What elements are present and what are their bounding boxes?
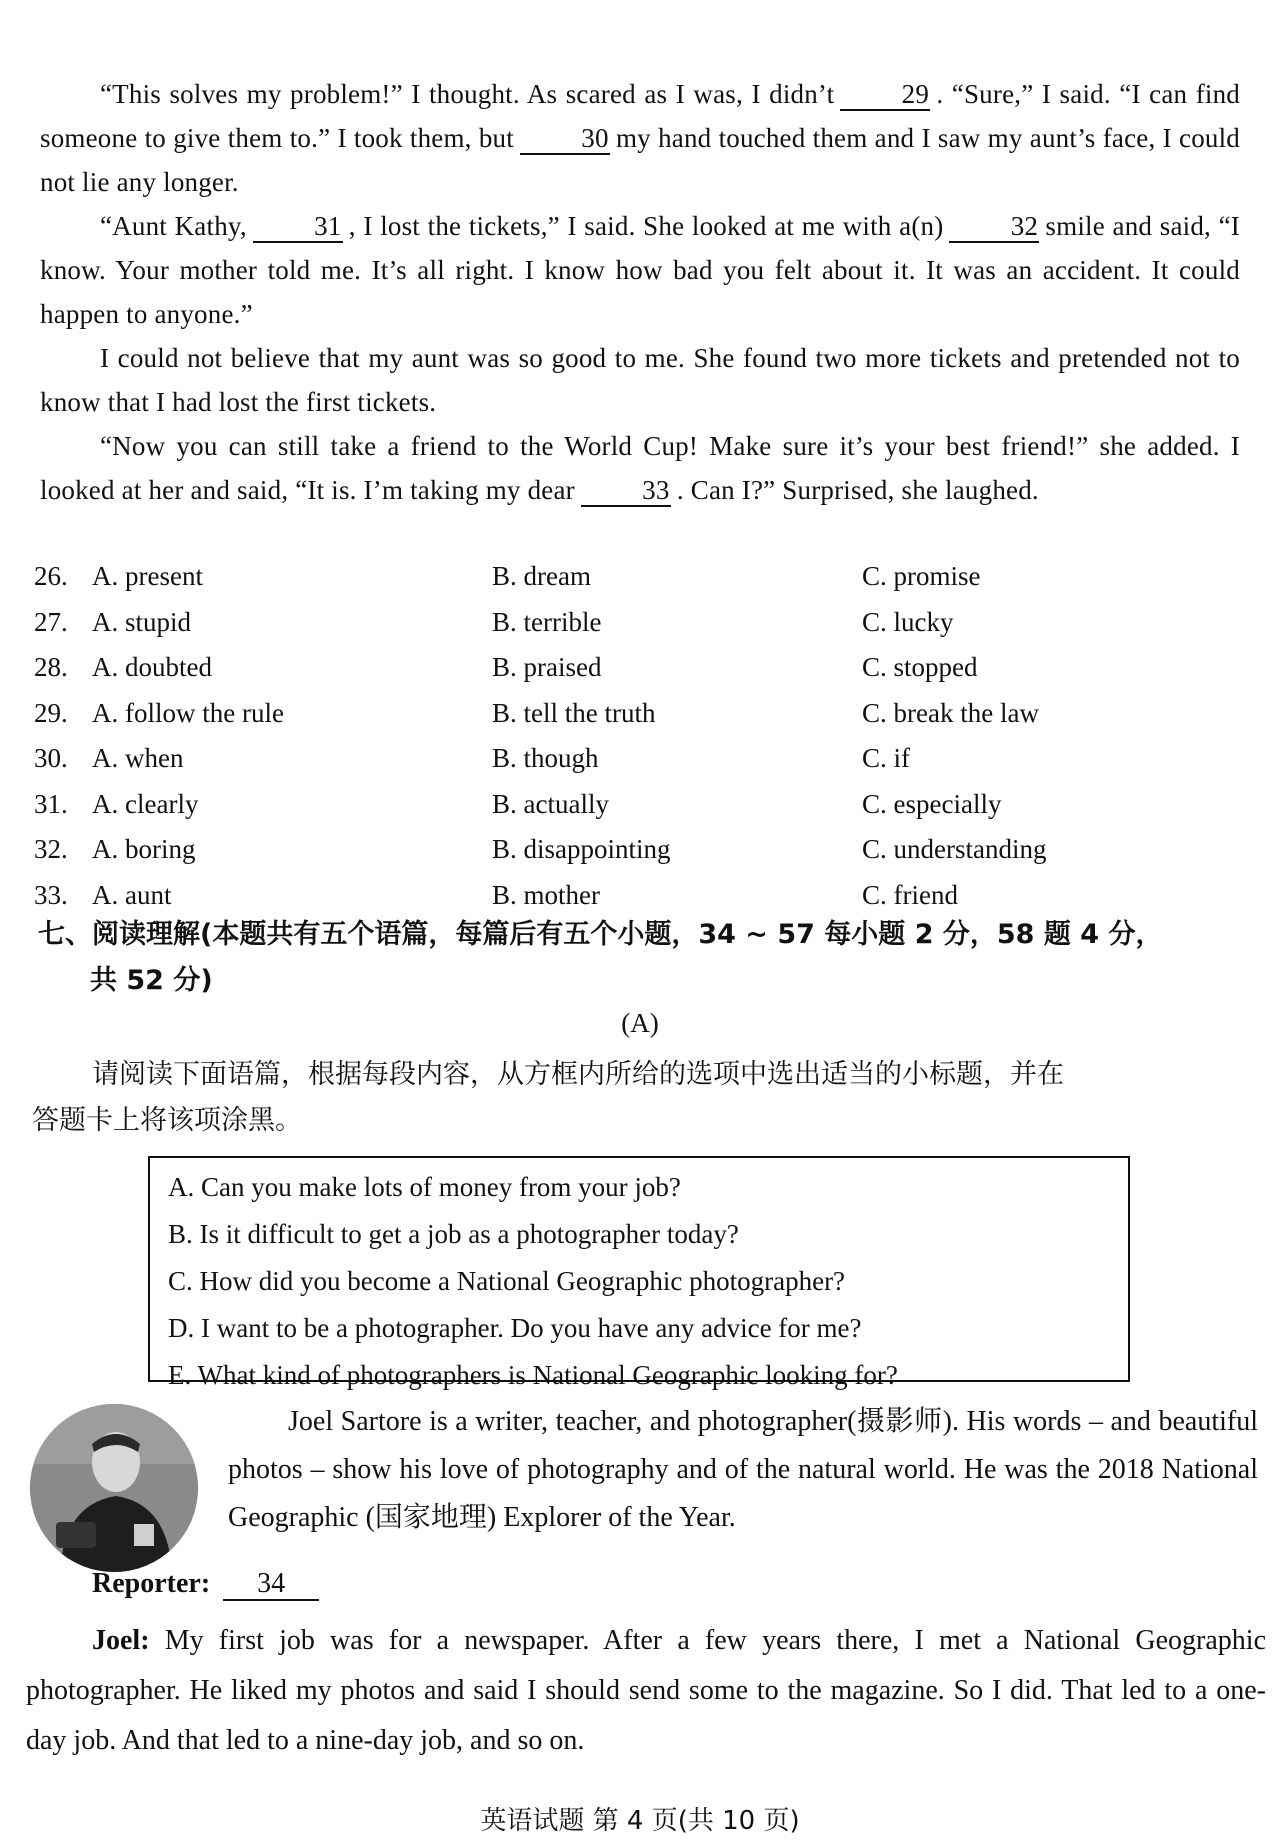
choice-a: A. boring bbox=[92, 834, 196, 865]
question-number: 30. bbox=[34, 743, 68, 774]
option-row-26 bbox=[34, 554, 1254, 600]
box-option-e: E. What kind of photographers is National Geographic looking for? bbox=[168, 1360, 898, 1390]
box-option-d: D. I want to be a photographer. Do you have any advice for me? bbox=[168, 1313, 862, 1343]
choice-c: C. understanding bbox=[862, 834, 1047, 865]
question-number: 26. bbox=[34, 561, 68, 592]
choice-b: B. disappointing bbox=[492, 834, 671, 865]
option-row-28 bbox=[34, 645, 1254, 691]
choice-c: C. friend bbox=[862, 879, 958, 910]
photographer-portrait bbox=[30, 1404, 198, 1572]
passage-paragraph-2: “Aunt Kathy, 31 , I lost the tickets,” I said. She looked at me with a(n) 32 smile and said, “I know. Your mother told me. It’s all right. I know how bad you felt about it. It was an accident. It could happen to anyone.” bbox=[40, 211, 1240, 329]
question-number: 28. bbox=[34, 652, 68, 683]
question-number: 29. bbox=[34, 697, 68, 728]
joel-label: Joel: bbox=[92, 1625, 150, 1656]
passage-paragraph-4: “Now you can still take a friend to the World Cup! Make sure it’s your best friend!” she added. I looked at her and said, “It is. I’m taking my dear 33 . Can I?” Surprised, she laughed. bbox=[40, 431, 1240, 505]
choice-b: B. praised bbox=[492, 652, 602, 683]
portrait-image bbox=[30, 1404, 198, 1572]
box-option-b: B. Is it difficult to get a job as a photographer today? bbox=[168, 1219, 739, 1249]
passage-paragraph-1: “This solves my problem!” I thought. As scared as I was, I didn’t 29 . “Sure,” I said. “I can find someone to give them to.” I took them, but 30 my hand touched them and I saw my aunt’s face, I could not lie any longer. bbox=[40, 79, 1241, 197]
choice-a: A. doubted bbox=[92, 652, 212, 683]
blank-31: 31 bbox=[253, 211, 343, 243]
heading-options-box bbox=[148, 1156, 1130, 1390]
choice-b: B. mother bbox=[492, 879, 600, 910]
question-number: 33. bbox=[34, 879, 68, 910]
page-footer: 英语试题 第 4 页(共 10 页) bbox=[480, 1806, 800, 1836]
question-number: 27. bbox=[34, 606, 68, 637]
reporter-line bbox=[92, 1568, 325, 1601]
blank-30: 30 bbox=[520, 123, 610, 155]
choice-a: A. stupid bbox=[92, 606, 192, 637]
part-label: (A) bbox=[621, 1008, 659, 1038]
choice-a: A. aunt bbox=[92, 879, 172, 910]
blank-34: 34 bbox=[223, 1569, 319, 1601]
option-row-31 bbox=[34, 782, 1254, 828]
option-row-29 bbox=[34, 691, 1254, 737]
choice-a: A. present bbox=[92, 561, 203, 592]
bio-paragraph: Joel Sartore is a writer, teacher, and photographer(摄影师). His words – and beautiful photos – show his love of photography and of the natural world. He was the 2018 National Geographic (国家地理) Explorer of the Year. bbox=[228, 1406, 1258, 1533]
box-option-c: C. How did you become a National Geographic photographer? bbox=[168, 1266, 846, 1296]
blank-32: 32 bbox=[949, 211, 1039, 243]
cloze-passage bbox=[40, 72, 1240, 512]
option-row-30 bbox=[34, 736, 1254, 782]
blank-29: 29 bbox=[840, 79, 930, 111]
option-row-32 bbox=[34, 827, 1254, 873]
choice-a: A. follow the rule bbox=[92, 697, 284, 728]
reporter-label: Reporter: bbox=[92, 1568, 211, 1599]
choice-c: C. stopped bbox=[862, 652, 978, 683]
option-row-27 bbox=[34, 600, 1254, 646]
blank-33: 33 bbox=[581, 475, 671, 507]
passage-paragraph-3: I could not believe that my aunt was so good to me. She found two more tickets and pretended not to know that I had lost the first tickets. bbox=[40, 343, 1240, 417]
choice-a: A. when bbox=[92, 743, 184, 774]
box-option-a: A. Can you make lots of money from your job? bbox=[168, 1172, 681, 1202]
question-number: 32. bbox=[34, 834, 68, 865]
choice-b: B. though bbox=[492, 743, 599, 774]
choice-c: C. lucky bbox=[862, 606, 954, 637]
choice-b: B. actually bbox=[492, 788, 609, 819]
section-heading: 七、阅读理解(本题共有五个语篇，每篇后有五个小题，34 ~ 57 每小题 2 分，58 题 4 分， 共 52 分) bbox=[38, 919, 1163, 996]
choice-a: A. clearly bbox=[92, 788, 199, 819]
options-list bbox=[34, 554, 1254, 918]
choice-b: B. tell the truth bbox=[492, 697, 656, 728]
choice-c: C. especially bbox=[862, 788, 1002, 819]
choice-c: C. promise bbox=[862, 561, 981, 592]
joel-answer: Joel: My first job was for a newspaper. After a few years there, I met a National Geographic photographer. He liked my photos and said I should send some to the magazine. So I did. That led to a one-day job. And that led to a nine-day job, and so on. bbox=[26, 1625, 1266, 1756]
instructions: 请阅读下面语篇，根据每段内容，从方框内所给的选项中选出适当的小标题，并在 答题卡上将该项涂黑。 bbox=[32, 1059, 1064, 1136]
question-number: 31. bbox=[34, 788, 68, 819]
choice-c: C. break the law bbox=[862, 697, 1039, 728]
choice-b: B. dream bbox=[492, 561, 591, 592]
choice-b: B. terrible bbox=[492, 606, 602, 637]
choice-c: C. if bbox=[862, 743, 911, 774]
